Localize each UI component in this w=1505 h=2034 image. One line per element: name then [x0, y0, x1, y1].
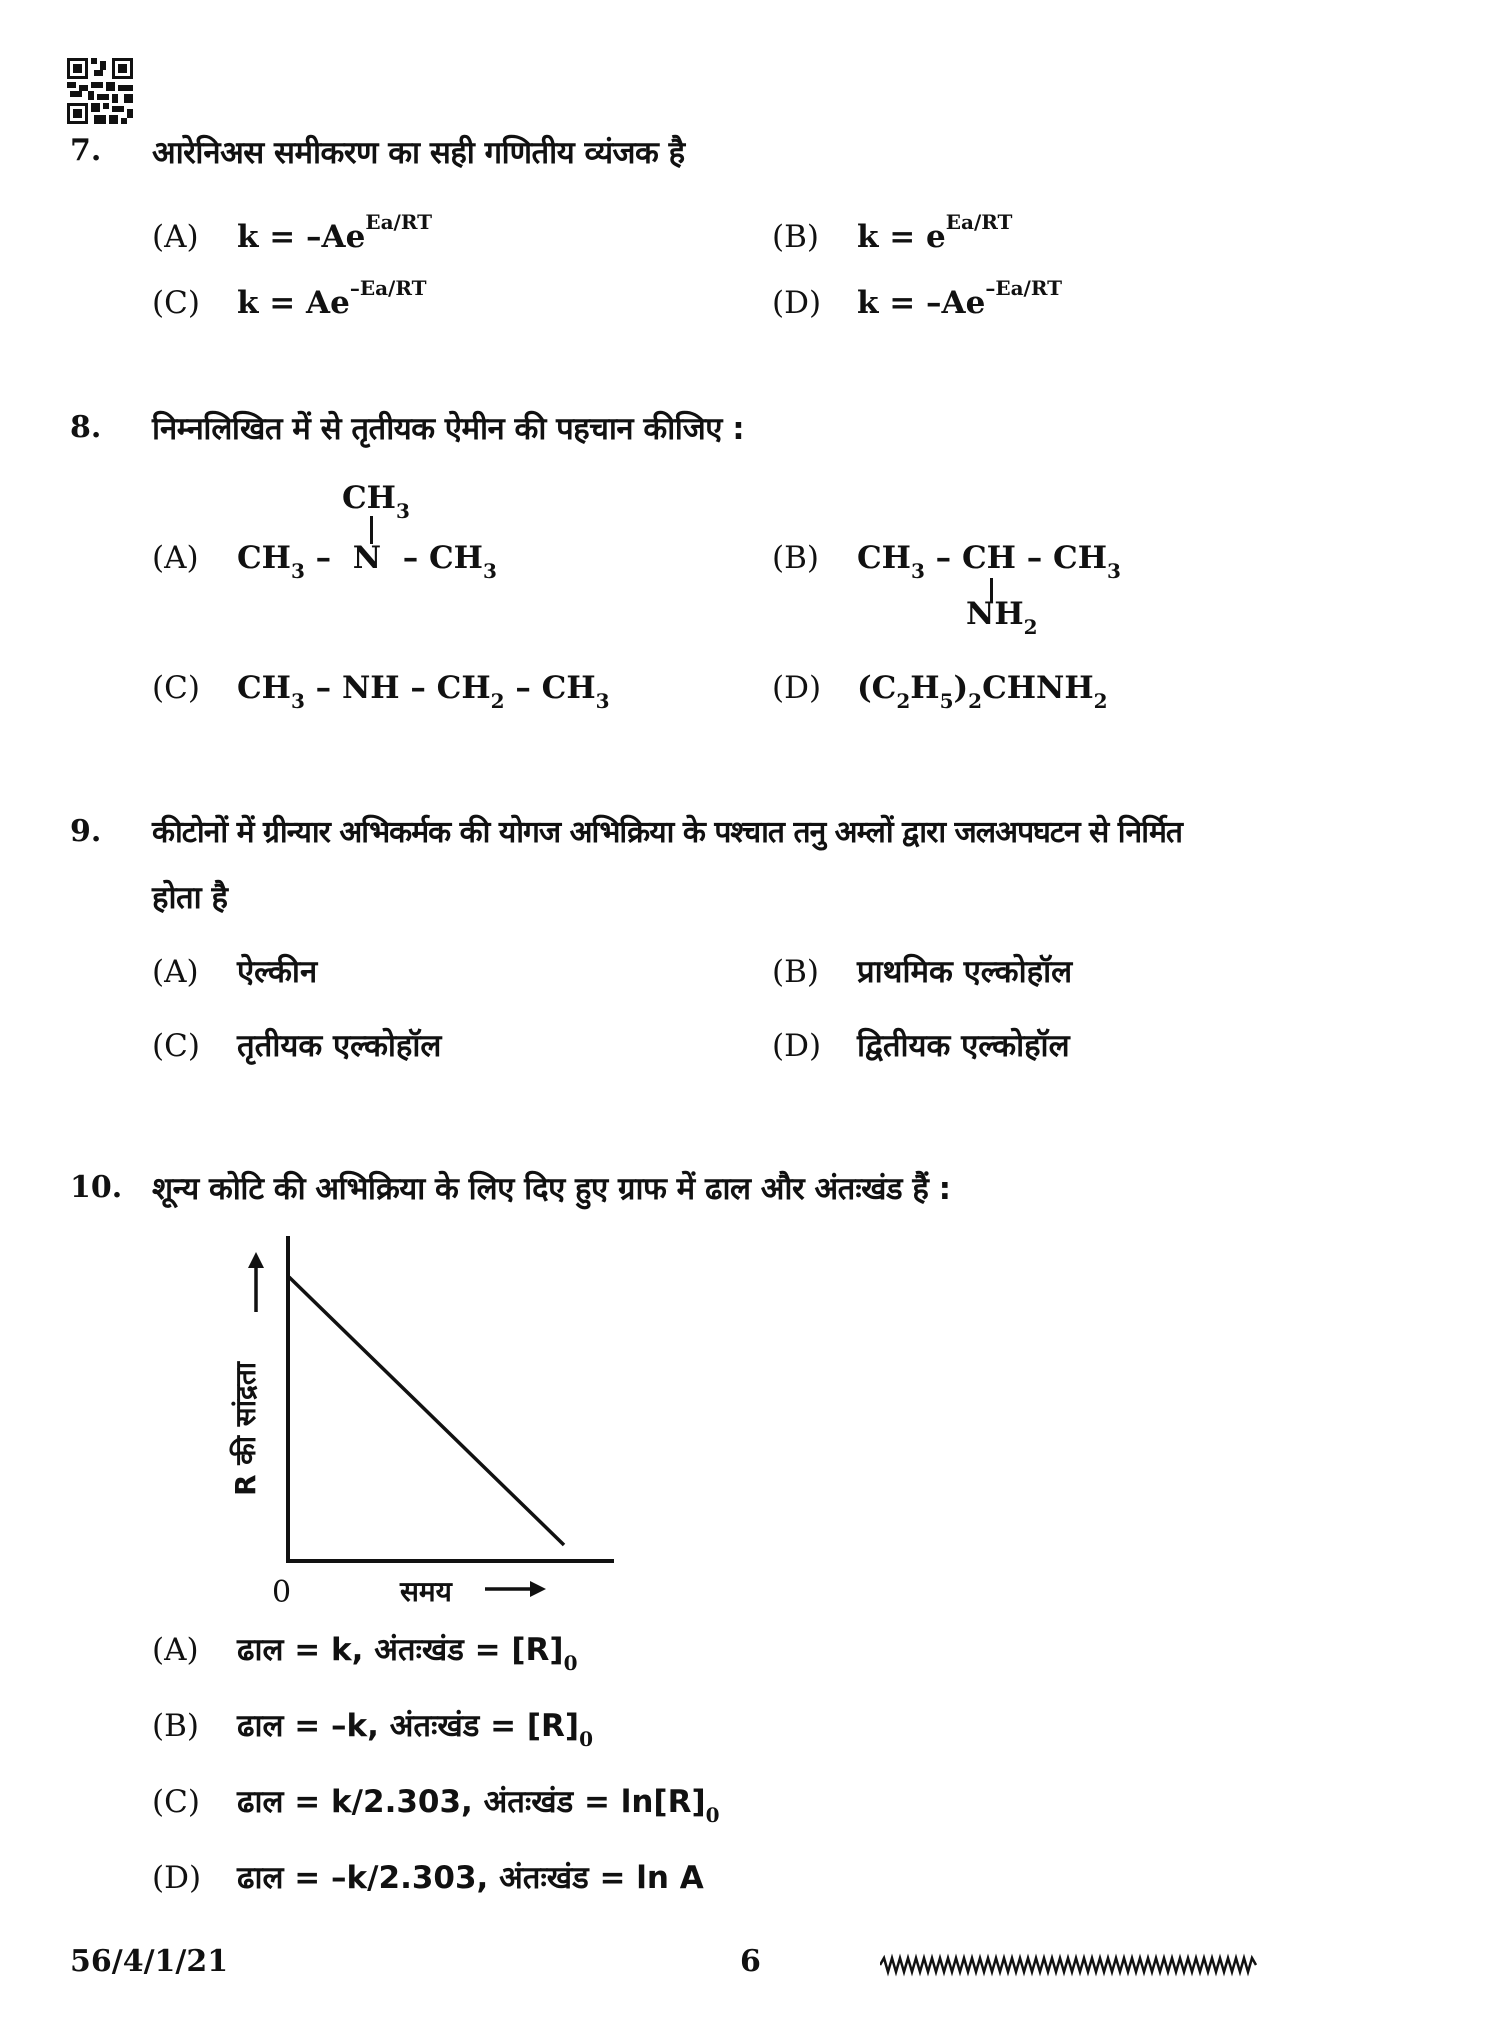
- option-exponent: –Ea/RT: [349, 276, 427, 300]
- option-text: तृतीयक एल्कोहॉल: [237, 1028, 442, 1064]
- option-text: द्वितीयक एल्कोहॉल: [857, 1028, 1070, 1064]
- option-label: (B): [772, 954, 819, 990]
- option-a[interactable]: [152, 480, 652, 600]
- option-label: (D): [772, 285, 822, 321]
- question-number: 9.: [70, 814, 102, 849]
- option-c[interactable]: [152, 1780, 720, 1827]
- option-text: ढाल = –k, अंतःखंड = [R]: [237, 1708, 580, 1744]
- y-arrow-head-icon: [248, 1252, 264, 1268]
- option-exponent: Ea/RT: [365, 210, 432, 234]
- option-formula: (A) $CH_3$ – N – $CH_3$: [152, 540, 497, 583]
- question-number: 7.: [70, 133, 102, 168]
- option-label: (C): [152, 285, 200, 321]
- graph-svg: [200, 1220, 650, 1620]
- option-text: ढाल = –k/2.303, अंतःखंड = ln A: [237, 1860, 704, 1896]
- option-c[interactable]: [152, 276, 427, 321]
- option-label: (D): [152, 1860, 202, 1896]
- wavy-line-icon: [880, 1950, 1260, 1984]
- option-b[interactable]: [772, 540, 1272, 660]
- question-text: निम्नलिखित में से तृतीयक ऐमीन की पहचान कीजिए :: [152, 411, 745, 447]
- option-formula: k = e: [857, 219, 946, 255]
- option-a[interactable]: [152, 210, 432, 255]
- option-subscript: 0: [563, 1651, 578, 1675]
- paper-code: 56/4/1/21: [70, 1944, 229, 1979]
- option-exponent: Ea/RT: [945, 210, 1013, 234]
- option-text: ऐल्कीन: [237, 954, 318, 990]
- concentration-time-graph: [200, 1220, 650, 1620]
- page-number: 6: [740, 1944, 761, 1979]
- option-subscript: 0: [579, 1727, 593, 1751]
- option-text: ढाल = k/2.303, अंतःखंड = ln[R]: [237, 1784, 706, 1820]
- option-d[interactable]: [772, 276, 1062, 321]
- option-label: (A): [152, 1632, 199, 1668]
- question-number: 8.: [70, 410, 102, 445]
- option-b[interactable]: [152, 1704, 593, 1751]
- option-label: (D): [772, 670, 822, 706]
- question-text-line1: कीटोनों में ग्रीन्यार अभिकर्मक की योगज अभिक्रिया के पश्चात तनु अम्लों द्वारा जलअपघटन से निर्मित: [152, 815, 1183, 850]
- option-d[interactable]: [772, 1024, 1070, 1066]
- option-label: (C): [152, 670, 200, 706]
- x-axis-label: समय: [400, 1575, 452, 1608]
- option-subscript: 0: [705, 1803, 720, 1827]
- option-text: प्राथमिक एल्कोहॉल: [857, 954, 1073, 990]
- option-label: (B): [772, 540, 819, 576]
- option-label: (B): [152, 1708, 199, 1744]
- option-a[interactable]: [152, 1628, 578, 1675]
- methyl-top-group: $CH_3$: [342, 480, 410, 523]
- option-label: (D): [772, 1028, 822, 1064]
- origin-label: 0: [272, 1575, 292, 1610]
- qr-code: [67, 58, 133, 124]
- data-line: [289, 1277, 564, 1545]
- qr-code-icon: [67, 58, 133, 124]
- option-formula: k = –Ae: [857, 285, 986, 321]
- option-b[interactable]: [772, 210, 1012, 255]
- option-label: (B): [772, 219, 819, 255]
- question-text: शून्य कोटि की अभिक्रिया के लिए दिए हुए ग्राफ में ढाल और अंतःखंड हैं :: [152, 1171, 951, 1207]
- amino-bottom-group: $NH_2$: [966, 596, 1038, 639]
- option-c[interactable]: [152, 1024, 441, 1066]
- option-label: (A): [152, 219, 199, 255]
- question-number: 10.: [70, 1170, 123, 1205]
- y-axis-label: R की सांद्रता: [229, 1361, 262, 1497]
- option-formula: $CH_3$ – NH – $CH_2 - CH_3$: [237, 670, 610, 713]
- option-exponent: –Ea/RT: [985, 276, 1062, 300]
- option-label: (C): [152, 1028, 200, 1064]
- option-c[interactable]: [152, 670, 610, 713]
- option-formula: $(C_2H_5)_2CHNH_2$: [857, 670, 1108, 713]
- option-formula: k = –Ae: [237, 219, 366, 255]
- question-text-line2: होता है: [152, 880, 228, 916]
- option-d[interactable]: [152, 1856, 704, 1898]
- option-b[interactable]: [772, 950, 1072, 992]
- option-formula: k = Ae: [237, 285, 350, 321]
- option-label: (A): [152, 540, 199, 576]
- question-text: आरेनिअस समीकरण का सही गणितीय व्यंजक है: [152, 135, 685, 171]
- option-formula: (B) $CH_3$ – CH – $CH_3$: [772, 540, 1121, 583]
- option-label: (C): [152, 1784, 200, 1820]
- option-label: (A): [152, 954, 199, 990]
- x-arrow-head-icon: [530, 1581, 546, 1597]
- option-d[interactable]: [772, 670, 1108, 713]
- option-text: ढाल = k, अंतःखंड = [R]: [237, 1632, 564, 1668]
- option-a[interactable]: [152, 950, 317, 992]
